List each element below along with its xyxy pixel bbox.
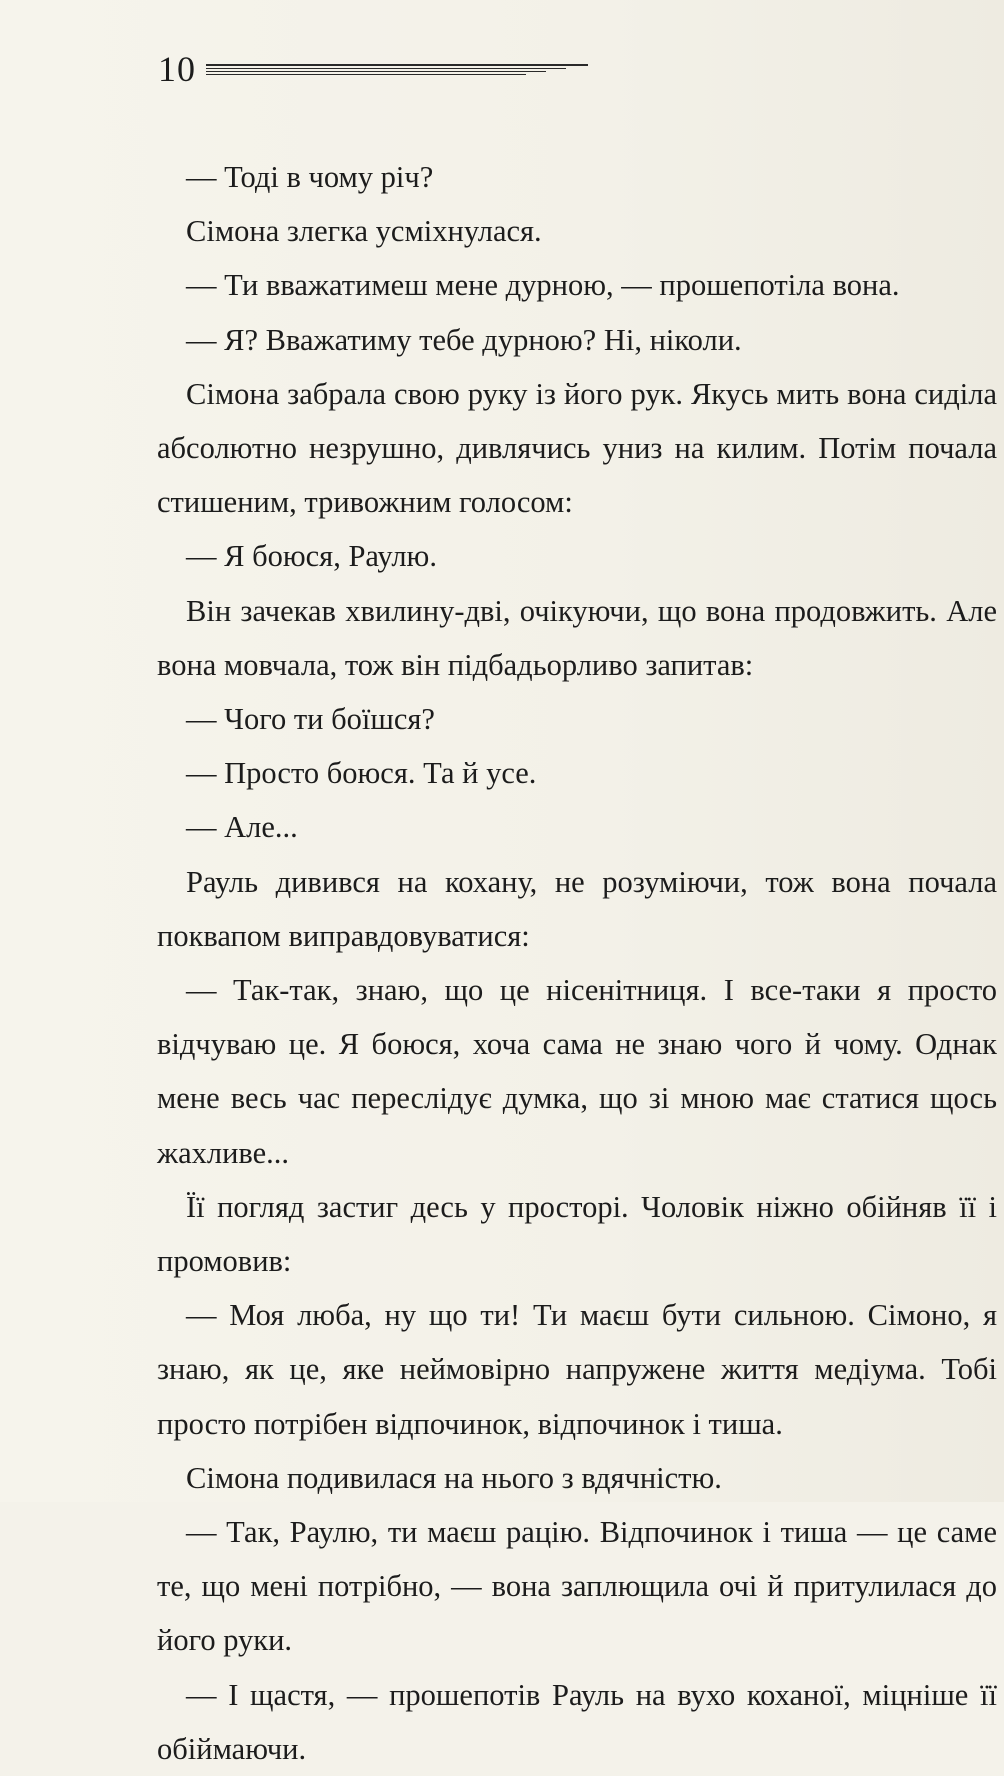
paragraph: — Ти вважатимеш мене дурною, — прошепотіла вона. <box>186 268 900 303</box>
paragraph: Рауль дивився на кохану, не розуміючи, тож вона почала поквапом виправдовуватися: <box>157 864 997 953</box>
paragraph: Він зачекав хвилину-дві, очікуючи, що вона продовжить. Але вона мовчала, тож він підбадьорливо запитав: <box>157 593 997 682</box>
paragraph: Її погляд застиг десь у просторі. Чоловік ніжно обійняв її і промовив: <box>157 1189 997 1279</box>
paragraph: — Просто боюся. Та й усе. <box>186 756 537 791</box>
body-text <box>157 150 997 1776</box>
paragraph: Сімона подивилася на нього з вдячністю. <box>186 1460 722 1495</box>
paragraph: — Тоді в чому річ? <box>186 160 434 194</box>
paragraph: — І щастя, — прошепотів Рауль на вухо коханої, міцніше її обіймаючи. <box>157 1677 997 1766</box>
paragraph: Сімона забрала свою руку із його рук. Якусь мить вона сиділа абсолютно незрушно, дивлячись униз на килим. Потім почала стишеним, тривожним голосом: <box>157 376 997 520</box>
paragraph: Сімона злегка усміхнулася. <box>186 214 542 249</box>
decorative-rule <box>206 64 588 78</box>
paragraph: — Так-так, знаю, що це нісенітниця. І все-таки я просто відчуваю це. Я боюся, хоча сама не знаю чого й чому. Однак мене весь час переслідує думка, що зі мною має статися щось жахливе... <box>157 973 997 1170</box>
paragraph: — Моя люба, ну що ти! Ти маєш бути сильною. Сімоно, я знаю, як це, яке неймовірно напружене життя медіума. Тобі просто потрібен відпочинок, відпочинок і тиша. <box>157 1298 997 1441</box>
paragraph: — Але... <box>186 810 298 845</box>
page-header <box>158 44 588 94</box>
page-number: 10 <box>158 49 196 89</box>
paragraph: — Я? Вважатиму тебе дурною? Ні, ніколи. <box>186 322 742 357</box>
paragraph: — Я боюся, Раулю. <box>186 539 437 574</box>
paragraph: — Чого ти боїшся? <box>186 702 435 737</box>
paragraph: — Так, Раулю, ти маєш рацію. Відпочинок і тиша — це саме те, що мені потрібно, — вона заплющила очі й притулилася до його руки. <box>157 1515 997 1658</box>
